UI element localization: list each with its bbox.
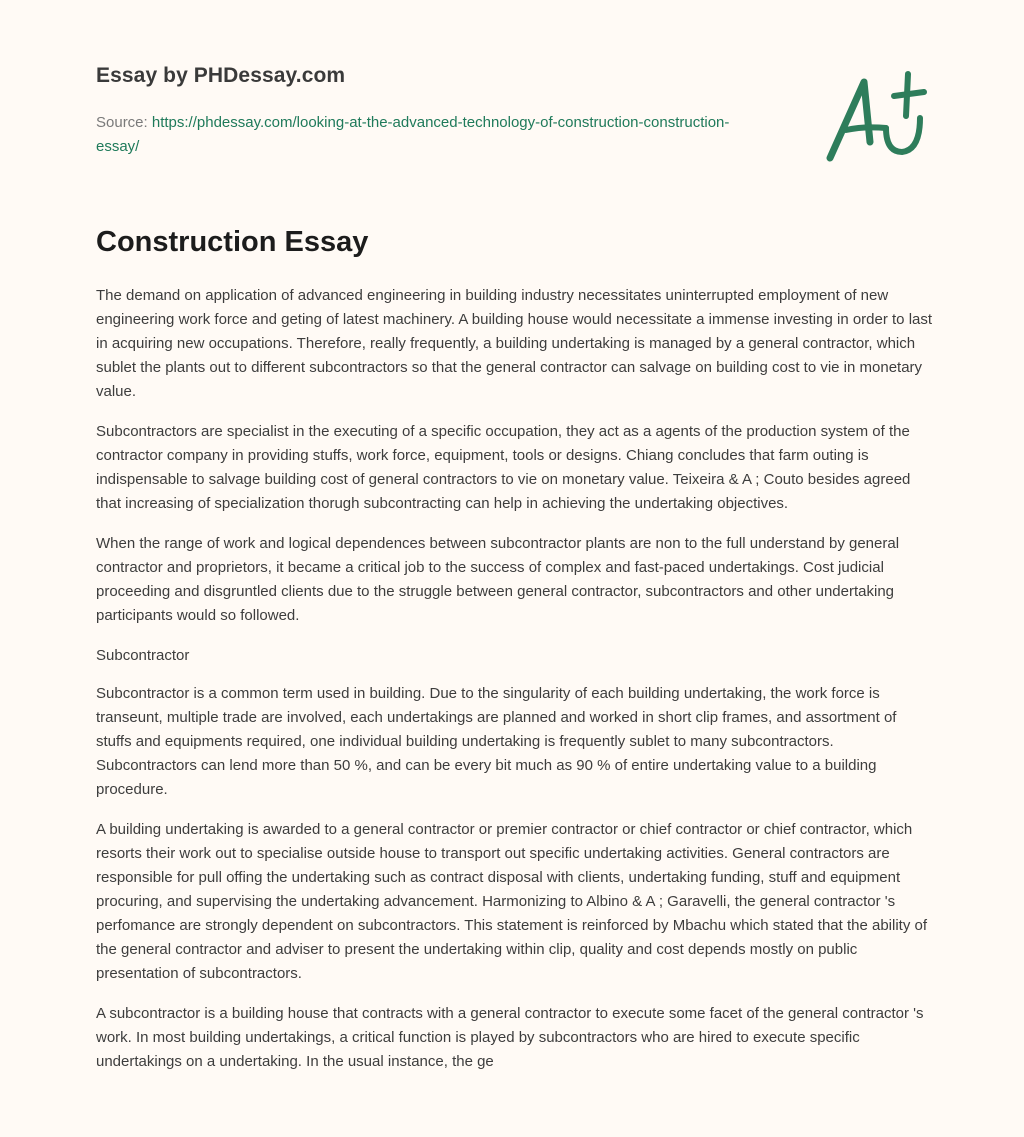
source-label: Source: [96,114,152,131]
page-header [96,0,936,200]
site-title: Essay by PHDessay.com [96,64,346,87]
a-plus-grade-icon [824,68,928,164]
paragraph: A building undertaking is awarded to a general contractor or premier contractor or chief contractor or chief contractor, which resorts their work out to specialise outside house to transport out specific undertaking activities. General contractors are responsible for pull offing the undertaking such as contract disposal with clients, undertaking funding, stuff and equipment procuring, and supervising the undertaking advancement. Harmonizing to Albino & A ; Garavelli, the general contractor 's perfomance are strongly dependent on subcontractors. This statement is reinforced by Mbachu which stated that the ability of the general contractor and adviser to present the undertaking within clip, quality and cost depends mostly on public presentation of subcontractors. [96,821,928,982]
essay-body [96,284,936,1090]
paragraph: The demand on application of advanced engineering in building industry necessitates uninterrupted employment of new engineering work force and geting of latest machinery. A building house would necessitate a immense investing in order to last in acquiring new occupations. Therefore, really frequently, a building undertaking is managed by a general contractor, which sublet the plants out to different subcontractors so that the general contractor can salvage on building cost to vie in monetary value. [96,287,933,400]
paragraph: When the range of work and logical dependences between subcontractor plants are non to the full understand by general contractor and proprietors, it became a critical job to the success of complex and fast-paced undertakings. Cost judicial proceeding and disgruntled clients due to the struggle between general contractor, subcontractors and other undertaking participants would so followed. [96,535,900,624]
paragraph: A subcontractor is a building house that contracts with a general contractor to execute some facet of the general contractor 's work. In most building undertakings, a critical function is played by subcontractors who are hired to execute specific undertakings on a undertaking. In the usual instance, the ge [96,1005,924,1070]
source-link[interactable]: https://phdessay.com/looking-at-the-advanced-technology-of-construction-construction-essay/ [96,114,730,155]
paragraph: Subcontractors are specialist in the executing of a specific occupation, they act as a agents of the production system of the contractor company in providing stuffs, work force, equipment, tools or designs. Chiang concludes that farm outing is indispensable to salvage building cost of general contractors to vie on monetary value. Teixeira & A ; Couto besides agreed that increasing of specialization thorugh subcontracting can help in achieving the undertaking objectives. [96,423,911,512]
essay-title: Construction Essay [96,226,369,258]
page [96,0,936,1070]
source-line [96,111,736,159]
paragraph: Subcontractor is a common term used in building. Due to the singularity of each building undertaking, the work force is transeunt, multiple trade are involved, each undertakings are planned and worked in short clip frames, and assortment of stuffs and equipments required, one individual building undertaking is frequently sublet to many subcontractors. Subcontractors can lend more than 50 %, and can be every bit much as 90 % of entire undertaking value to a building procedure. [96,685,897,798]
section-subheading: Subcontractor [96,647,190,664]
